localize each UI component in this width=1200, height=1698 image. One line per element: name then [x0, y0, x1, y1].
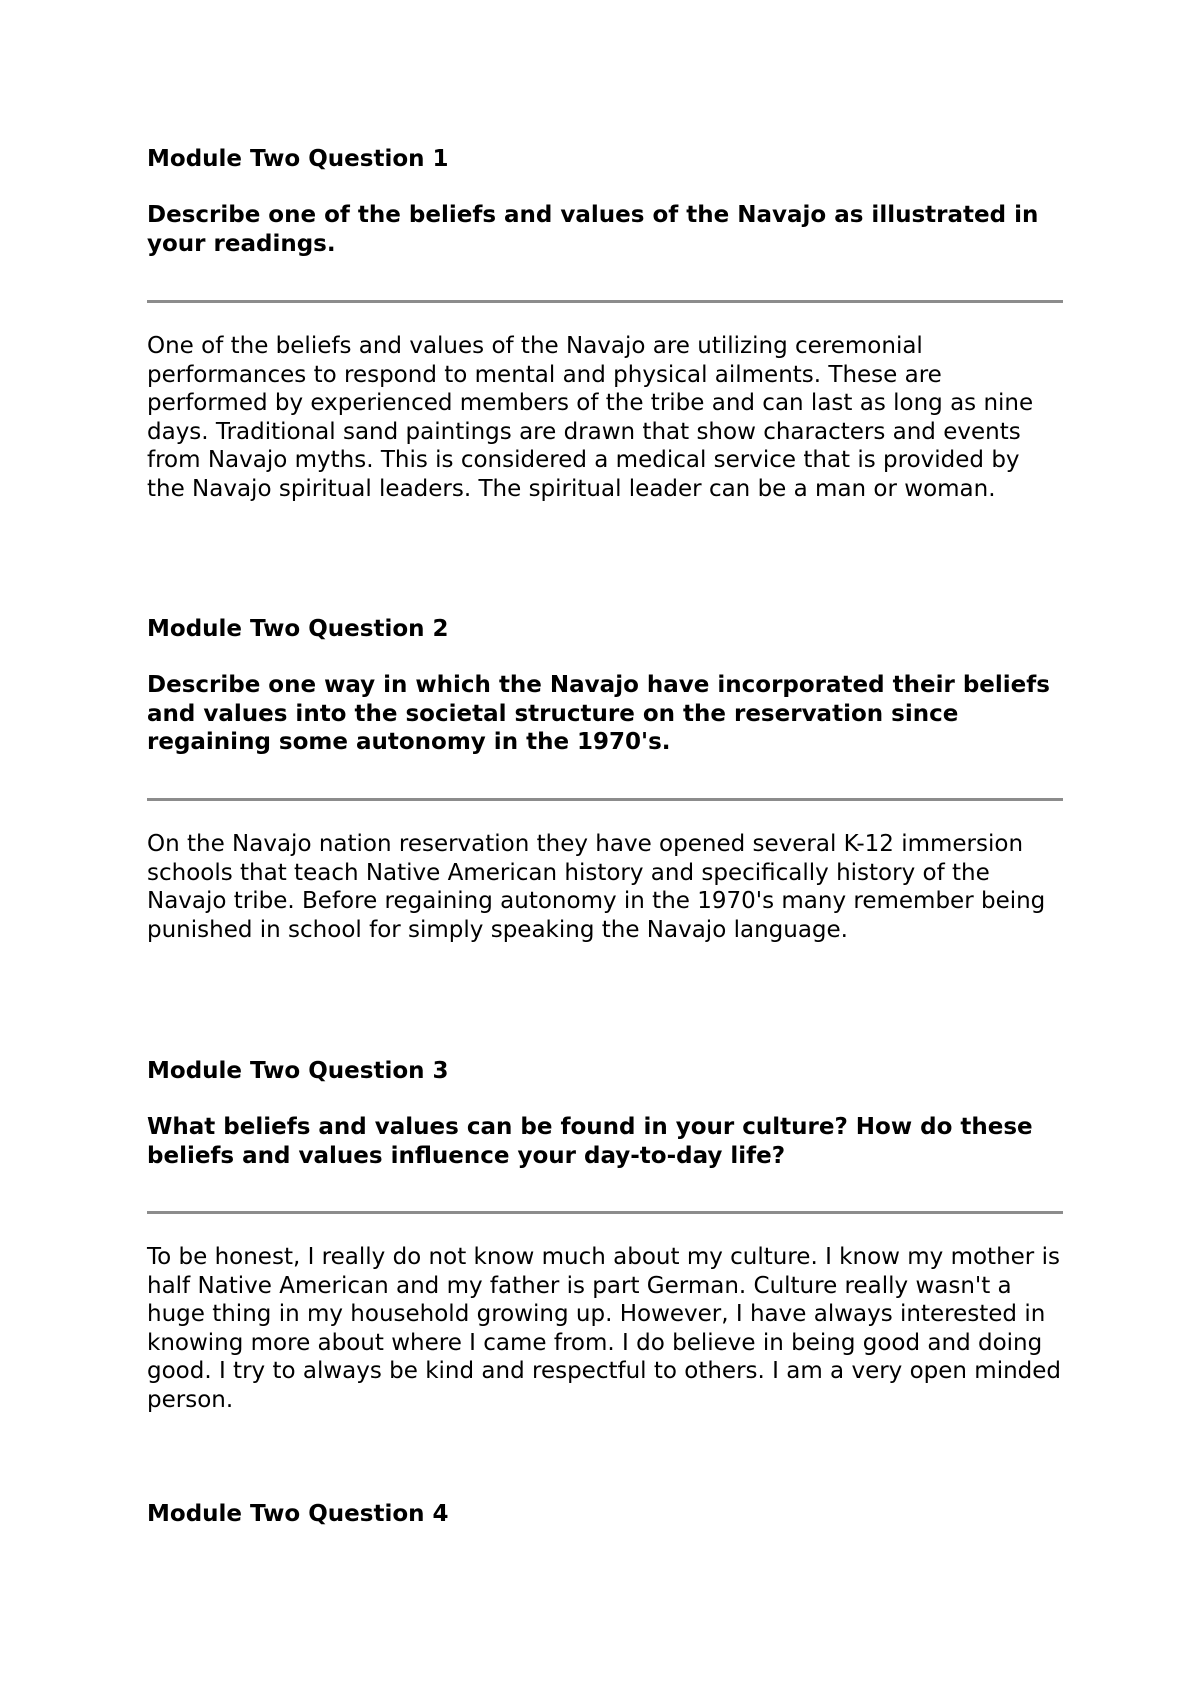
question-section-1	[147, 145, 1063, 502]
section-heading: Module Two Question 1	[147, 146, 449, 172]
section-heading: Module Two Question 3	[147, 1058, 449, 1084]
section-heading: Module Two Question 4	[147, 1501, 449, 1527]
question-prompt: What beliefs and values can be found in your culture? How do these beliefs and values influence your day-to-day life?	[147, 1114, 1033, 1169]
divider-line	[147, 1211, 1063, 1214]
question-section-2	[147, 615, 1063, 943]
section-heading: Module Two Question 2	[147, 616, 449, 642]
divider-line	[147, 300, 1063, 303]
question-prompt: Describe one of the beliefs and values of the Navajo as illustrated in your readings.	[147, 202, 1039, 257]
question-section-3	[147, 1057, 1063, 1413]
question-prompt: Describe one way in which the Navajo have incorporated their beliefs and values into the societal structure on the reservation since regaining some autonomy in the 1970's.	[147, 672, 1050, 755]
answer-text: To be honest, I really do not know much about my culture. I know my mother is half Native American and my father is part German. Culture really wasn't a huge thing in my household growing up. However, I have always interested in knowing more about where I came from. I do believe in being good and doing good. I try to always be kind and respectful to others. I am a very open minded person.	[147, 1244, 1062, 1413]
divider-line	[147, 798, 1063, 801]
answer-text: On the Navajo nation reservation they have opened several K-12 immersion schools that teach Native American history and specifically history of the Navajo tribe. Before regaining autonomy in the 1970's many remember being punished in school for simply speaking the Navajo language.	[147, 831, 1046, 943]
question-section-4	[147, 1500, 1063, 1528]
answer-text: One of the beliefs and values of the Navajo are utilizing ceremonial performances to respond to mental and physical ailments. These are performed by experienced members of the tribe and can last as long as nine days. Traditional sand paintings are drawn that show characters and events from Navajo myths. This is considered a medical service that is provided by the Navajo spiritual leaders. The spiritual leader can be a man or woman.	[147, 333, 1034, 502]
